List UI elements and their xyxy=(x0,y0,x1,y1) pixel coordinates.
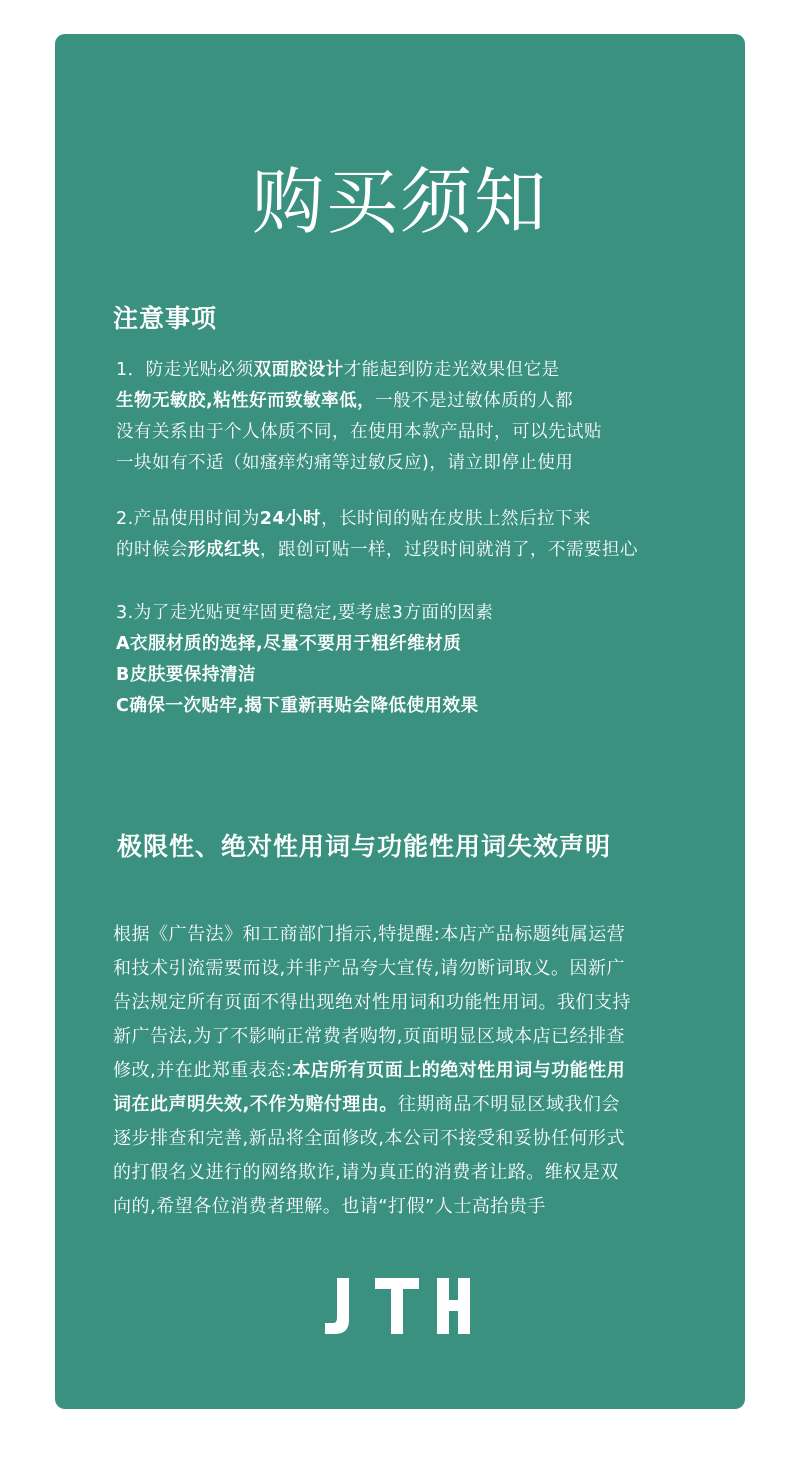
emphasis-text: 生物无敏胶,粘性好而致敏率低， xyxy=(116,391,376,411)
disclaimer-line-6 xyxy=(113,1088,631,1122)
emphasis-text: 形成红块 xyxy=(188,540,260,560)
text-segment: 2.产品使用时间为 xyxy=(116,509,260,529)
emphasis-text: 本店所有页面上的绝对性用词与功能性用 xyxy=(292,1060,626,1081)
disclaimer-line-5 xyxy=(113,1054,631,1088)
emphasis-text: 24小时 xyxy=(259,509,322,529)
disclaimer-body xyxy=(113,918,631,1224)
emphasis-text: 双面胶设计 xyxy=(253,360,344,380)
notice-item-2-line-1 xyxy=(116,504,638,535)
notice-item-2 xyxy=(116,504,638,566)
text-segment: 的时候会 xyxy=(116,540,188,560)
disclaimer-line-8: 的打假名义进行的网络欺诈,请为真正的消费者让路。维权是双 xyxy=(113,1162,619,1183)
text-segment: 才能起到防走光效果但它是 xyxy=(343,360,560,380)
disclaimer-line-2: 和技术引流需要而设,并非产品夸大宣传,请勿断词取义。因新广 xyxy=(113,958,625,979)
page-title: 购买须知 xyxy=(251,160,548,244)
disclaimer-heading: 极限性、绝对性用词与功能性用词失效声明 xyxy=(117,832,612,861)
notice-item-3-factor-b: B皮肤要保持清洁 xyxy=(116,665,256,685)
disclaimer-line-1: 根据《广告法》和工商部门指示,特提醒:本店产品标题纯属运营 xyxy=(113,924,626,945)
disclaimer-line-7: 逐步排查和完善,新品将全面修改,本公司不接受和妥协任何形式 xyxy=(113,1128,625,1149)
notice-item-3 xyxy=(116,598,493,722)
disclaimer-line-4: 新广告法,为了不影响正常费者购物,页面明显区域本店已经排查 xyxy=(113,1026,625,1047)
text-segment: ，长时间的贴在皮肤上然后拉下来 xyxy=(321,509,592,529)
notice-item-3-line-1: 3.为了走光贴更牢固更稳定,要考虑3方面的因素 xyxy=(116,603,494,623)
text-segment: 1．防走光贴必须 xyxy=(116,360,254,380)
disclaimer-line-9: 向的,希望各位消费者理解。也请“打假”人士高抬贵手 xyxy=(113,1196,546,1217)
notice-item-1-line-4: 一块如有不适（如瘙痒灼痛等过敏反应)，请立即停止使用 xyxy=(116,453,574,473)
notice-item-1-line-3: 没有关系由于个人体质不同，在使用本款产品时，可以先试贴 xyxy=(116,422,602,442)
text-segment: 一般不是过敏体质的人都 xyxy=(375,391,574,411)
jth-logo-icon xyxy=(325,1278,475,1334)
notice-card xyxy=(55,34,745,1409)
notice-item-3-factor-c: C确保一次贴牢,揭下重新再贴会降低使用效果 xyxy=(116,696,479,716)
notice-item-3-factor-a: A衣服材质的选择,尽量不要用于粗纤维材质 xyxy=(116,634,462,654)
disclaimer-line-3: 告法规定所有页面不得出现绝对性用词和功能性用词。我们支持 xyxy=(113,992,631,1013)
text-segment: 修改,并在此郑重表态: xyxy=(113,1060,293,1081)
notice-item-2-line-2 xyxy=(116,535,638,566)
notice-item-1-line-1 xyxy=(116,355,602,386)
notice-item-1-line-2 xyxy=(116,386,602,417)
notice-item-1 xyxy=(116,355,602,479)
text-segment: 往期商品不明显区域我们会 xyxy=(397,1094,620,1115)
brand-logo xyxy=(55,1278,745,1348)
emphasis-text: 词在此声明失效,不作为赔付理由。 xyxy=(113,1094,398,1115)
notice-heading: 注意事项 xyxy=(113,304,218,333)
text-segment: ，跟创可贴一样，过段时间就消了，不需要担心 xyxy=(260,540,638,560)
